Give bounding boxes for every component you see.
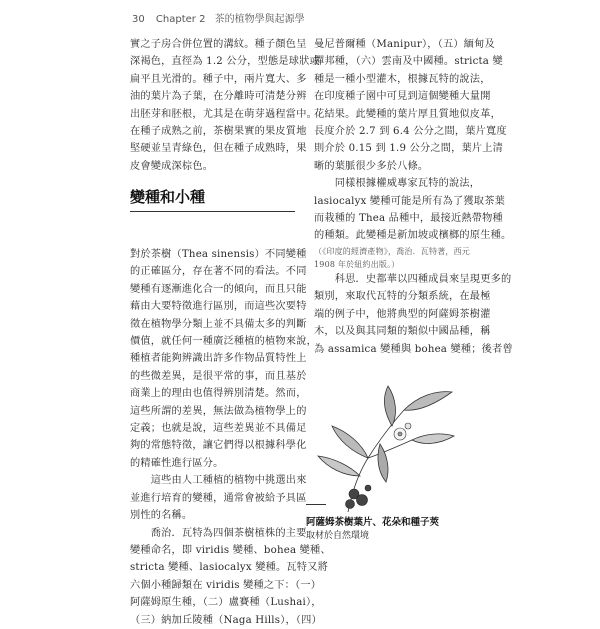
caption-rule	[306, 504, 326, 505]
text-line: 夠的常態特徵，讓它們得以根據科學化	[130, 440, 307, 452]
running-header	[132, 10, 305, 25]
text-line: 實之子房合併位置的溝紋。種子顏色呈	[130, 39, 307, 50]
text-line: 撣邦種，（六）雲南及中國種。stricta 變	[314, 56, 503, 68]
citation-line: 1908 年於紐約出版。）	[314, 259, 400, 269]
text-line: 皮會變成深棕色。	[130, 160, 214, 172]
caption-subtitle: 取材於自然環境	[306, 531, 370, 541]
text-line: 這些所謂的差異，無法做為植物學上的	[130, 405, 307, 417]
text-line: 定義；也就是說，這些差異並不具備足	[130, 423, 307, 435]
left-column-body	[130, 246, 331, 629]
text-line: 類別，來取代瓦特的分類系統，在最極	[314, 291, 491, 303]
text-line: 徵在植物學分類上並不具備太多的判斷	[130, 318, 307, 330]
section-heading: 變種和小種	[130, 186, 295, 212]
text-line: 晰的葉脈很少多於八條。	[314, 160, 429, 172]
chapter-label: Chapter 2	[155, 14, 206, 25]
text-line: 的精確性進行區分。	[130, 457, 224, 469]
text-line: （三）納加丘陵種（Naga Hills），（四）	[130, 614, 322, 626]
text-line: 別性的名稱。	[130, 510, 193, 522]
figure-caption	[306, 514, 476, 541]
text-line: 對於茶樹（Thea sinensis）不同變種	[130, 249, 307, 260]
text-line: 曼尼普爾種（Manipur），（五）緬甸及	[314, 39, 495, 50]
citation-line: （《印度的經濟產物》，喬治．瓦特著，西元	[314, 246, 470, 256]
text-line: 花結果。此變種的葉片厚且質地似皮革，	[314, 108, 501, 120]
text-line: 則介於 0.15 到 1.9 公分之間，葉片上清	[314, 143, 504, 155]
text-line: 而栽種的 Thea 品種中，最接近熱帶物種	[314, 213, 503, 225]
text-line: 價值，就任何一種廣泛種植的植物來說，	[130, 336, 317, 348]
text-line: lasiocalyx 變種可能是所有為了獲取茶葉	[314, 195, 505, 207]
text-line: 變種命名，即 viridis 變種、bohea 變種、	[130, 544, 331, 556]
text-line: 變種有逐漸進化合一的傾向，而且只能	[130, 283, 307, 295]
text-line: 六個小種歸類在 viridis 變種之下：（一）	[130, 579, 322, 591]
text-line: 木，以及與其同類的類似中國品種，稱	[314, 326, 491, 338]
right-column	[314, 36, 513, 358]
text-line: 科思．史都華以四種成員來呈現更多的	[314, 273, 512, 285]
chapter-title: 茶的植物學與起源學	[214, 14, 305, 25]
text-line: 喬治．瓦特為四個茶樹植株的主要	[130, 527, 307, 539]
text-line: stricta 變種、lasiocalyx 變種。瓦特又將	[130, 562, 328, 574]
text-line: 種是一種小型灌木，根據瓦特的說法，	[314, 73, 491, 85]
left-column-top	[130, 36, 320, 175]
text-line: 在印度種子園中可見到這個變種大量開	[314, 91, 491, 103]
text-line: 的正確區分，存在著不同的看法。不同	[130, 266, 307, 278]
page-number: 30	[132, 14, 145, 25]
text-line: 堅硬並呈青綠色，但在種子成熟時，果	[130, 143, 307, 155]
text-line: 同樣根據權威專家瓦特的說法，	[314, 178, 481, 190]
text-line: 並進行培育的變種，通常會被給予具區	[130, 492, 307, 504]
text-line: 為 assamica 變種與 bohea 變種；後者曾	[314, 343, 513, 355]
text-line: 的些微差異，是很平常的事，而且基於	[130, 370, 307, 382]
tea-plant-illustration	[308, 382, 458, 514]
text-line: 種植者能夠辨識出許多作物品質特性上	[130, 353, 307, 365]
text-line: 在種子成熟之前，茶樹果實的果皮質地	[130, 126, 307, 138]
text-line: 的種類。此變種是新加坡或檳榔的原生種。	[314, 230, 512, 242]
text-line: 這些由人工種植的植物中挑選出來	[130, 475, 307, 487]
text-line: 深褐色，直徑為 1.2 公分，型態是球狀或	[130, 56, 320, 68]
text-line: 商業上的理由也值得辨別清楚。然而，	[130, 388, 307, 400]
text-line: 長度介於 2.7 到 6.4 公分之間，葉片寬度	[314, 126, 507, 138]
text-line: 藉由大要特徵進行區別，而這些次要特	[130, 301, 307, 313]
text-line: 扁平且光滑的。種子中，兩片寬大、多	[130, 73, 307, 85]
text-line: 端的例子中，他將典型的阿薩姆茶樹灌	[314, 308, 491, 320]
text-line: 出胚芽和胚根，尤其是在萌芽過程當中。	[130, 108, 317, 120]
text-line: 油的葉片為子葉，在分離時可清楚分辨	[130, 91, 307, 103]
text-line: 阿薩姆原生種，（二）盧賽種（Lushai），	[130, 597, 322, 609]
caption-title: 阿薩姆茶樹葉片、花朵和種子莢	[306, 517, 440, 528]
